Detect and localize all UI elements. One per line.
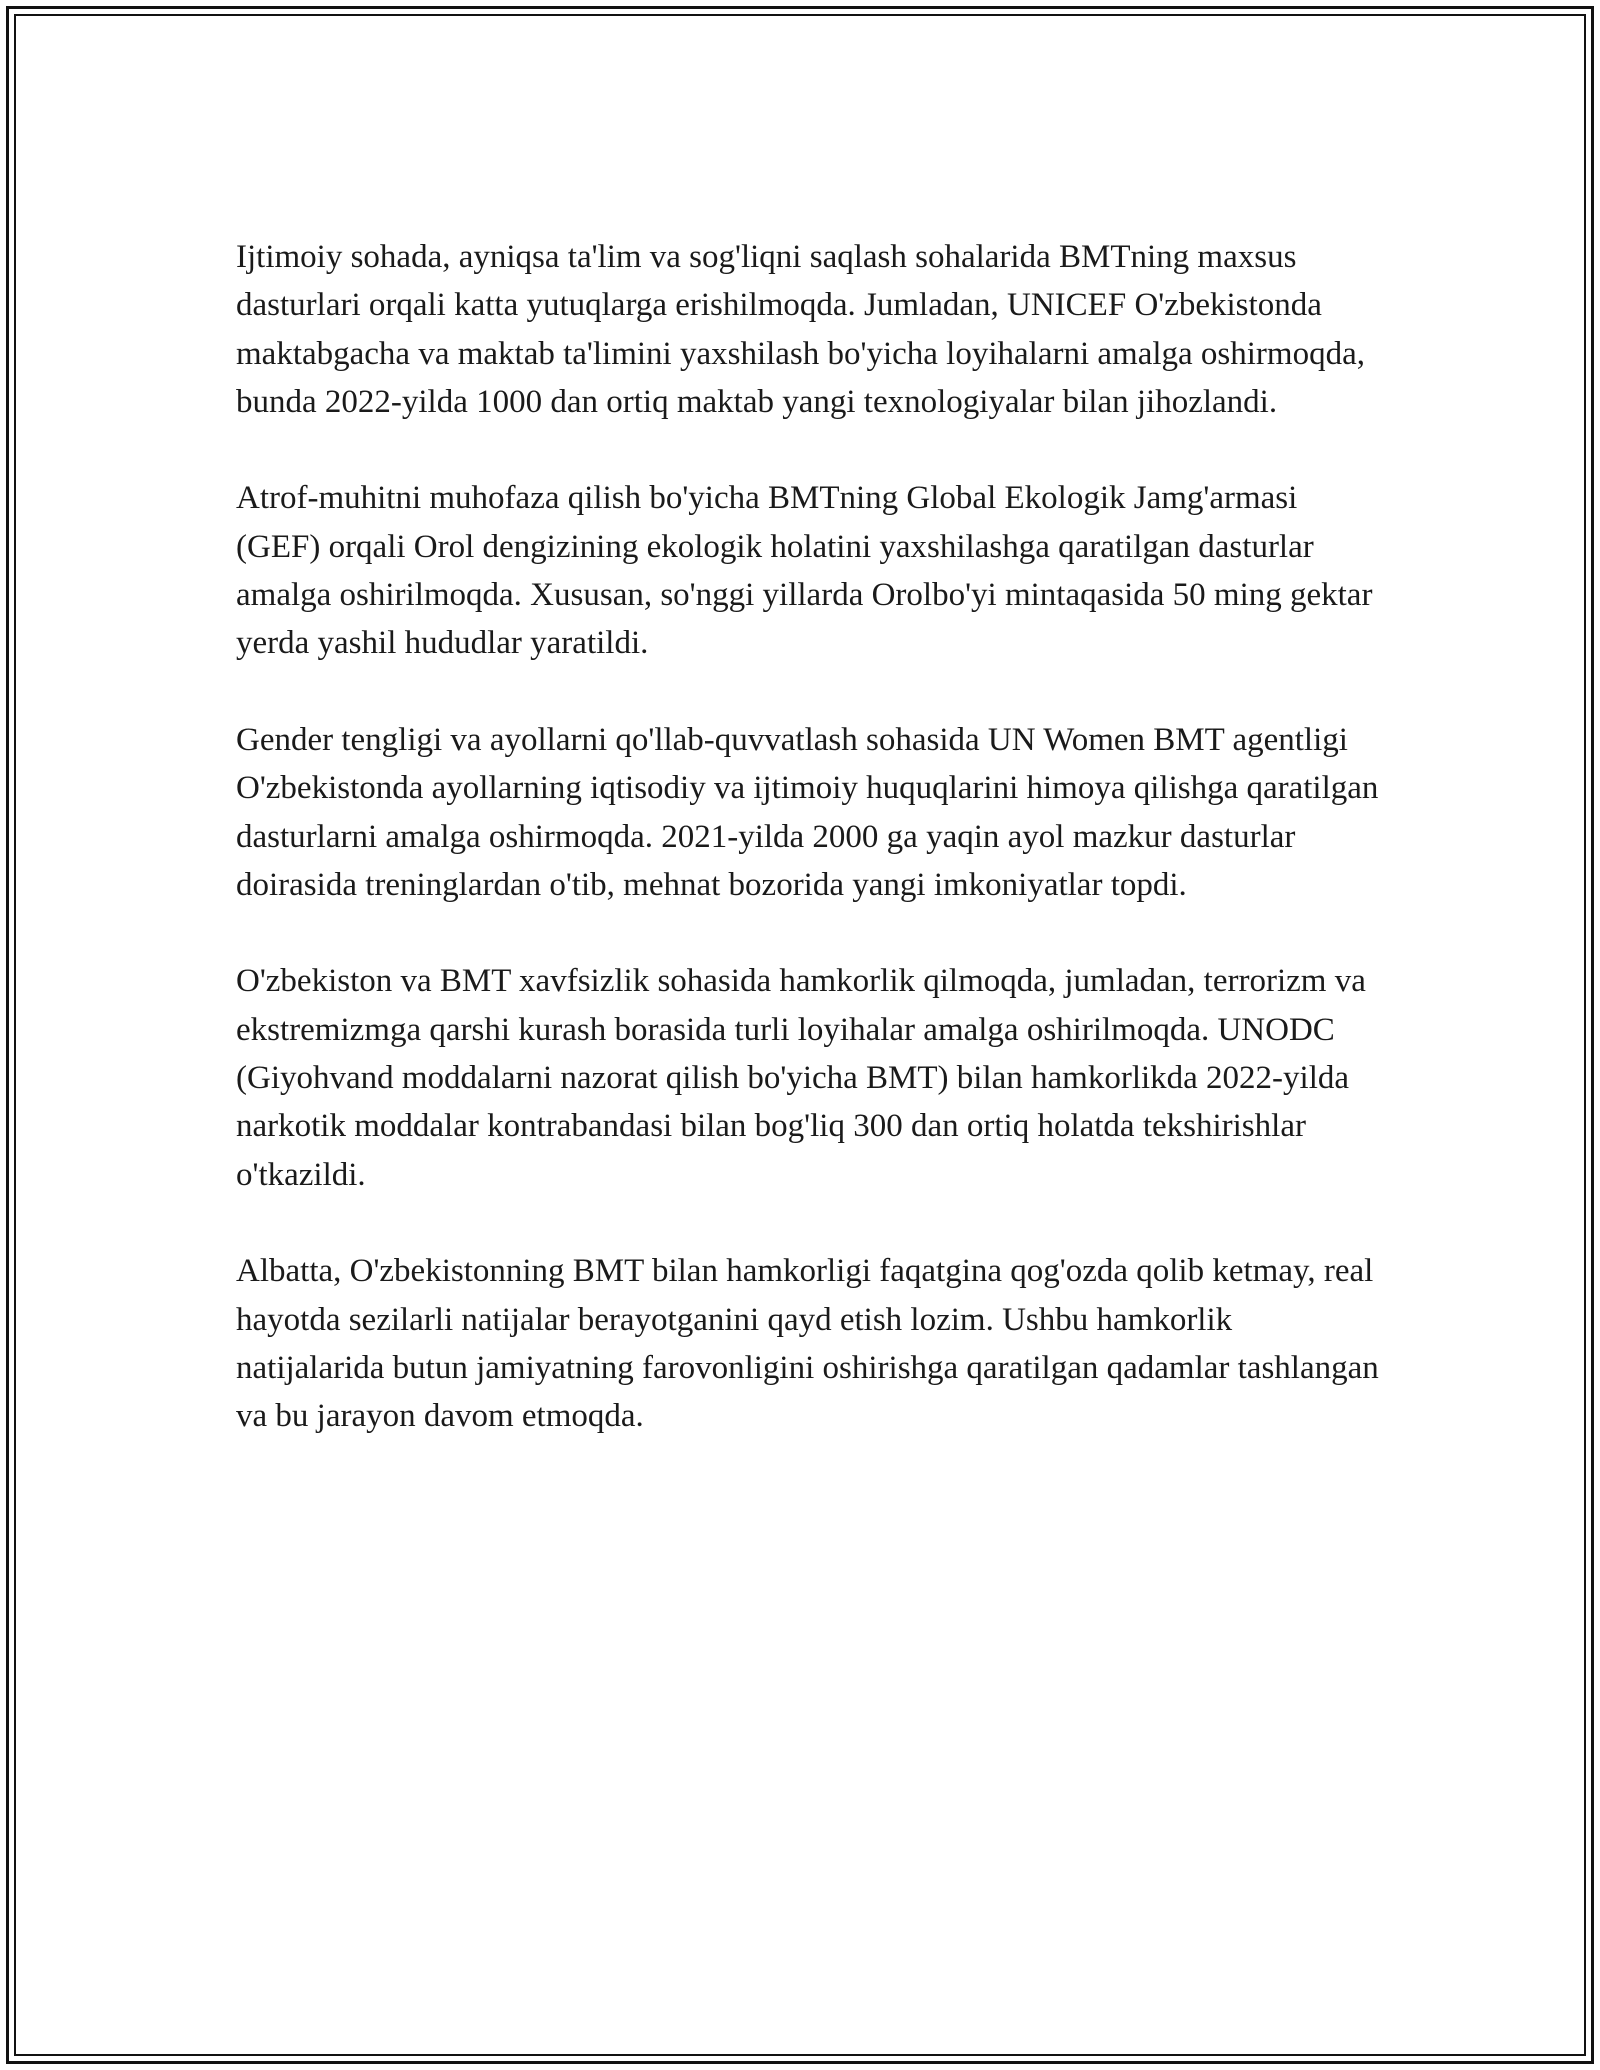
paragraph-3: Gender tengligi va ayollarni qo'llab-quvvatlash sohasida UN Women BMT agentligi O'zbekistonda ayollarning iqtisodiy va ijtimoiy huquqlarini himoya qilishga qaratilgan dasturlarni amalga oshirmoqda. 2021-yilda 2000 ga yaqin ayol mazkur dasturlar doirasida treninglardan o'tib, mehnat bozorida yangi imkoniyatlar topdi. <box>236 721 1379 903</box>
paragraph-4: O'zbekiston va BMT xavfsizlik sohasida hamkorlik qilmoqda, jumladan, terrorizm va ekstremizmga qarshi kurash borasida turli loyihalar amalga oshirilmoqda. UNODC (Giyohvand moddalarni nazorat qilish bo'yicha BMT) bilan hamkorlikda 2022-yilda narkotik moddalar kontrabandasi bilan bog'liq 300 dan ortiq holatda tekshirishlar o'tkazildi. <box>236 963 1366 1193</box>
paragraph-1: Ijtimoiy sohada, ayniqsa ta'lim va sog'liqni saqlash sohalarida BMTning maxsus dasturlari orqali katta yutuqlarga erishilmoqda. Jumladan, UNICEF O'zbekistonda maktabgacha va maktab ta'limini yaxshilash bo'yicha loyihalarni amalga oshirmoqda, bunda 2022-yilda 1000 dan ortiq maktab yangi texnologiyalar bilan jihozlandi. <box>236 239 1365 420</box>
document-body <box>236 233 1386 1440</box>
paragraph-2: Atrof-muhitni muhofaza qilish bo'yicha BMTning Global Ekologik Jamg'armasi (GEF) orqali Orol dengizining ekologik holatini yaxshilashga qaratilgan dasturlar amalga oshirilmoqda. Xususan, so'nggi yillarda Orolbo'yi mintaqasida 50 ming gektar yerda yashil hududlar yaratildi. <box>236 480 1373 662</box>
paragraph-5: Albatta, O'zbekistonning BMT bilan hamkorligi faqatgina qog'ozda qolib ketmay, real hayotda sezilarli natijalar berayotganini qayd etish lozim. Ushbu hamkorlik natijalarida butun jamiyatning farovonligini oshirishga qaratilgan qadamlar tashlangan va bu jarayon davom etmoqda. <box>236 1253 1379 1435</box>
